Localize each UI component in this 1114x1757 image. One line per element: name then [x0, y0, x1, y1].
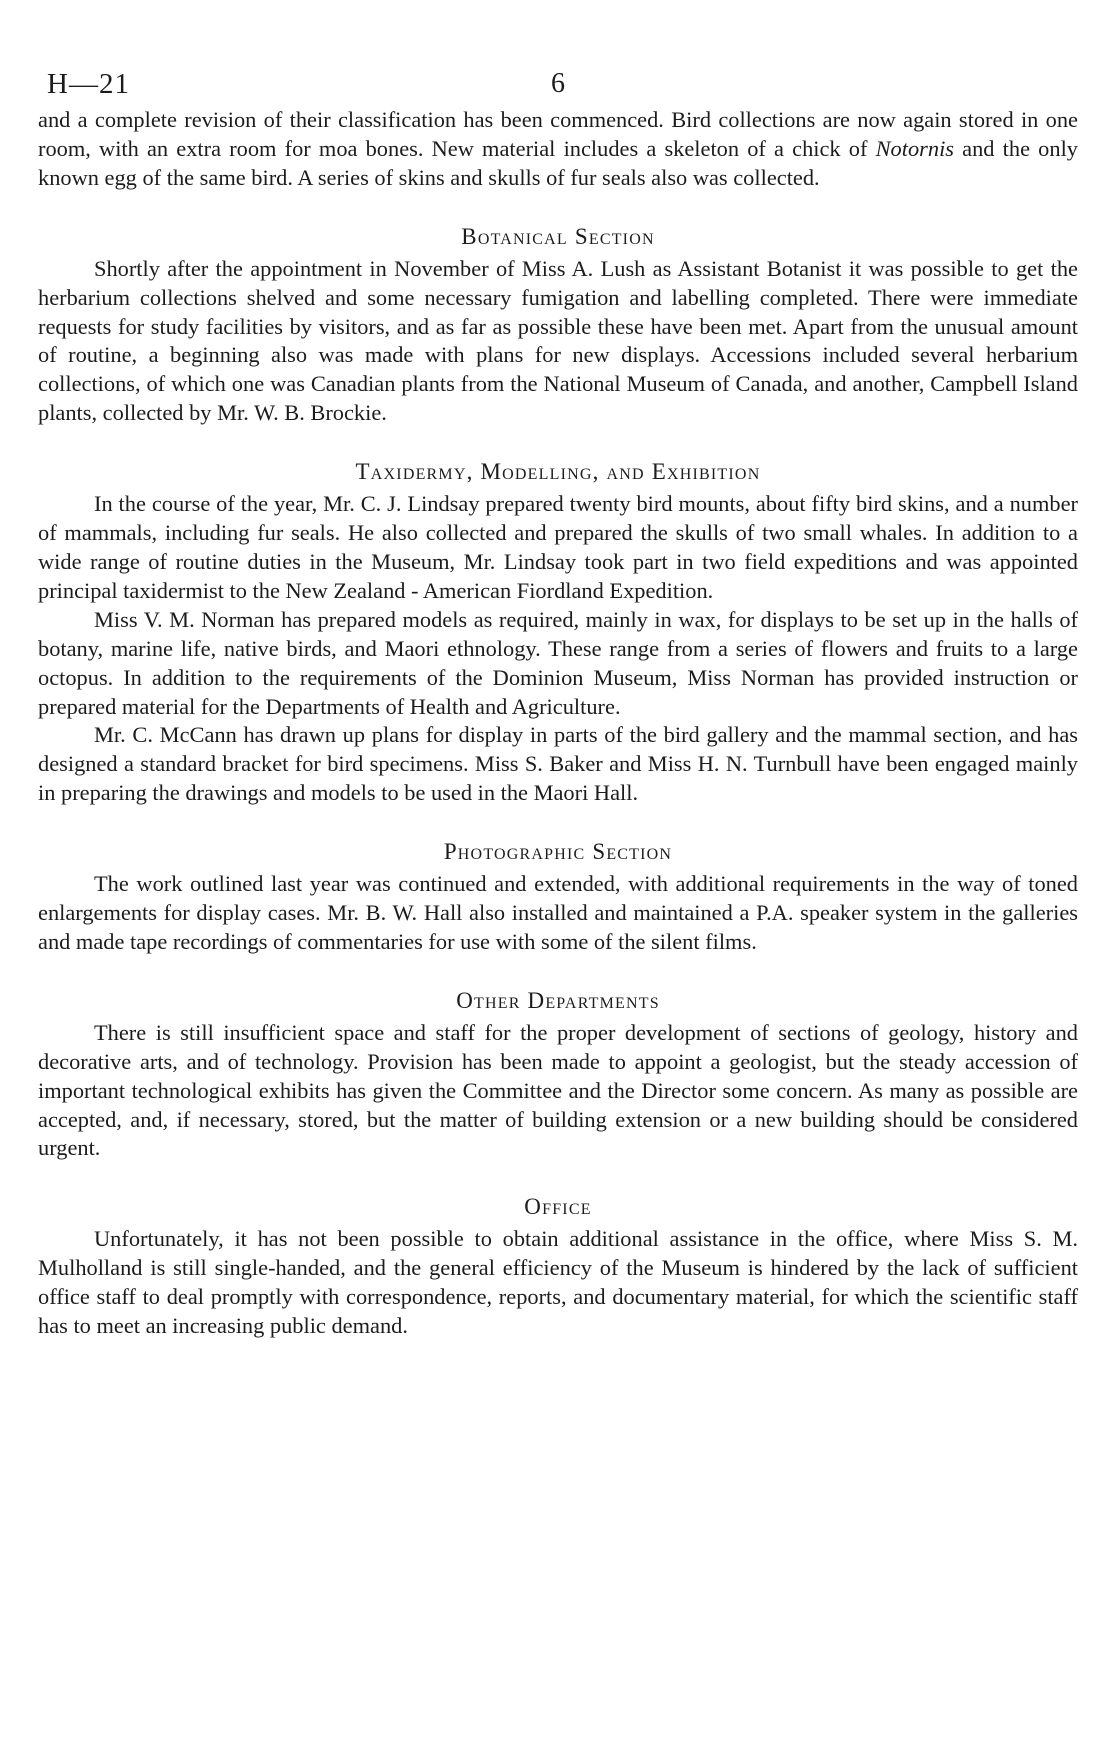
- photographic-paragraph: The work outlined last year was continued and extended, with additional requirements in the way of toned enlargements for display cases. Mr. B. W. Hall also installed and maintained a P.A. speaker system in the galleries and made tape recordings of commentaries for use with some of the silent films.: [38, 871, 1078, 954]
- document-page: [38, 58, 1078, 1341]
- intro-paragraph: and a complete revision of their classification has been commenced. Bird collections are now again stored in one room, with an extra room for moa bones. New material includes a skeleton of a chick of Notornis and the only known egg of the same bird. A series of skins and skulls of fur seals also was collected.: [38, 107, 1078, 190]
- section-heading-taxidermy: Taxidermy, Modelling, and Exhibition: [355, 459, 761, 485]
- taxidermy-paragraph-1: In the course of the year, Mr. C. J. Lindsay prepared twenty bird mounts, about fifty bird skins, and a number of mammals, including fur seals. He also collected and prepared the skulls of two small whales. In addition to a wide range of routine duties in the Museum, Mr. Lindsay took part in two field expeditions and was appointed principal taxidermist to the New Zealand - American Fiordland Expedition.: [38, 491, 1078, 603]
- office-paragraph: Unfortunately, it has not been possible to obtain additional assistance in the office, where Miss S. M. Mulholland is still single-handed, and the general efficiency of the Museum is hindered by the lack of sufficient office staff to deal promptly with correspondence, reports, and documentary material, for which the scientific staff has to meet an increasing public demand.: [38, 1226, 1078, 1339]
- other-departments-paragraph: There is still insufficient space and staff for the proper development of sections of geology, history and decorative arts, and of technology. Provision has been made to appoint a geologist, but the steady accession of important technological exhibits has given the Committee and the Director some concern. As many as possible are accepted, and, if necessary, stored, but the matter of building extension or a new building should be considered urgent.: [38, 1019, 1078, 1161]
- section-heading-photographic: Photographic Section: [443, 839, 673, 865]
- botanical-paragraph: Shortly after the appointment in November of Miss A. Lush as Assistant Botanist it was possible to get the herbarium collections shelved and some necessary fumigation and labelling completed. There were immediate requests for study facilities by visitors, and as far as possible these have been met. Apart from the unusual amount of routine, a beginning also was made with plans for new displays. Accessions included several herbarium collections, of which one was Canadian plants from the National Museum of Canada, and another, Campbell Island plants, collected by Mr. W. B. Brockie.: [38, 255, 1078, 426]
- section-heading-botanical: Botanical Section: [461, 223, 655, 249]
- page-number: 6: [551, 68, 565, 99]
- taxidermy-paragraph-2: Miss V. M. Norman has prepared models as required, mainly in wax, for displays to be set up in the halls of botany, marine life, native birds, and Maori ethnology. These range from a series of flowers and fruits to a large octopus. In addition to the requirements of the Dominion Museum, Miss Norman has provided instruction or prepared material for the Departments of Health and Agriculture.: [38, 606, 1078, 719]
- taxidermy-paragraph-3: Mr. C. McCann has drawn up plans for display in parts of the bird gallery and the mammal section, and has designed a standard bracket for bird specimens. Miss S. Baker and Miss H. N. Turnbull have been engaged mainly in preparing the drawings and models to be used in the Maori Hall.: [38, 722, 1078, 806]
- section-heading-office: Office: [524, 1194, 592, 1220]
- page-header: [38, 58, 1078, 106]
- species-name: Notornis: [875, 135, 954, 161]
- section-heading-other-departments: Other Departments: [456, 987, 660, 1013]
- document-reference: H—21: [47, 68, 130, 100]
